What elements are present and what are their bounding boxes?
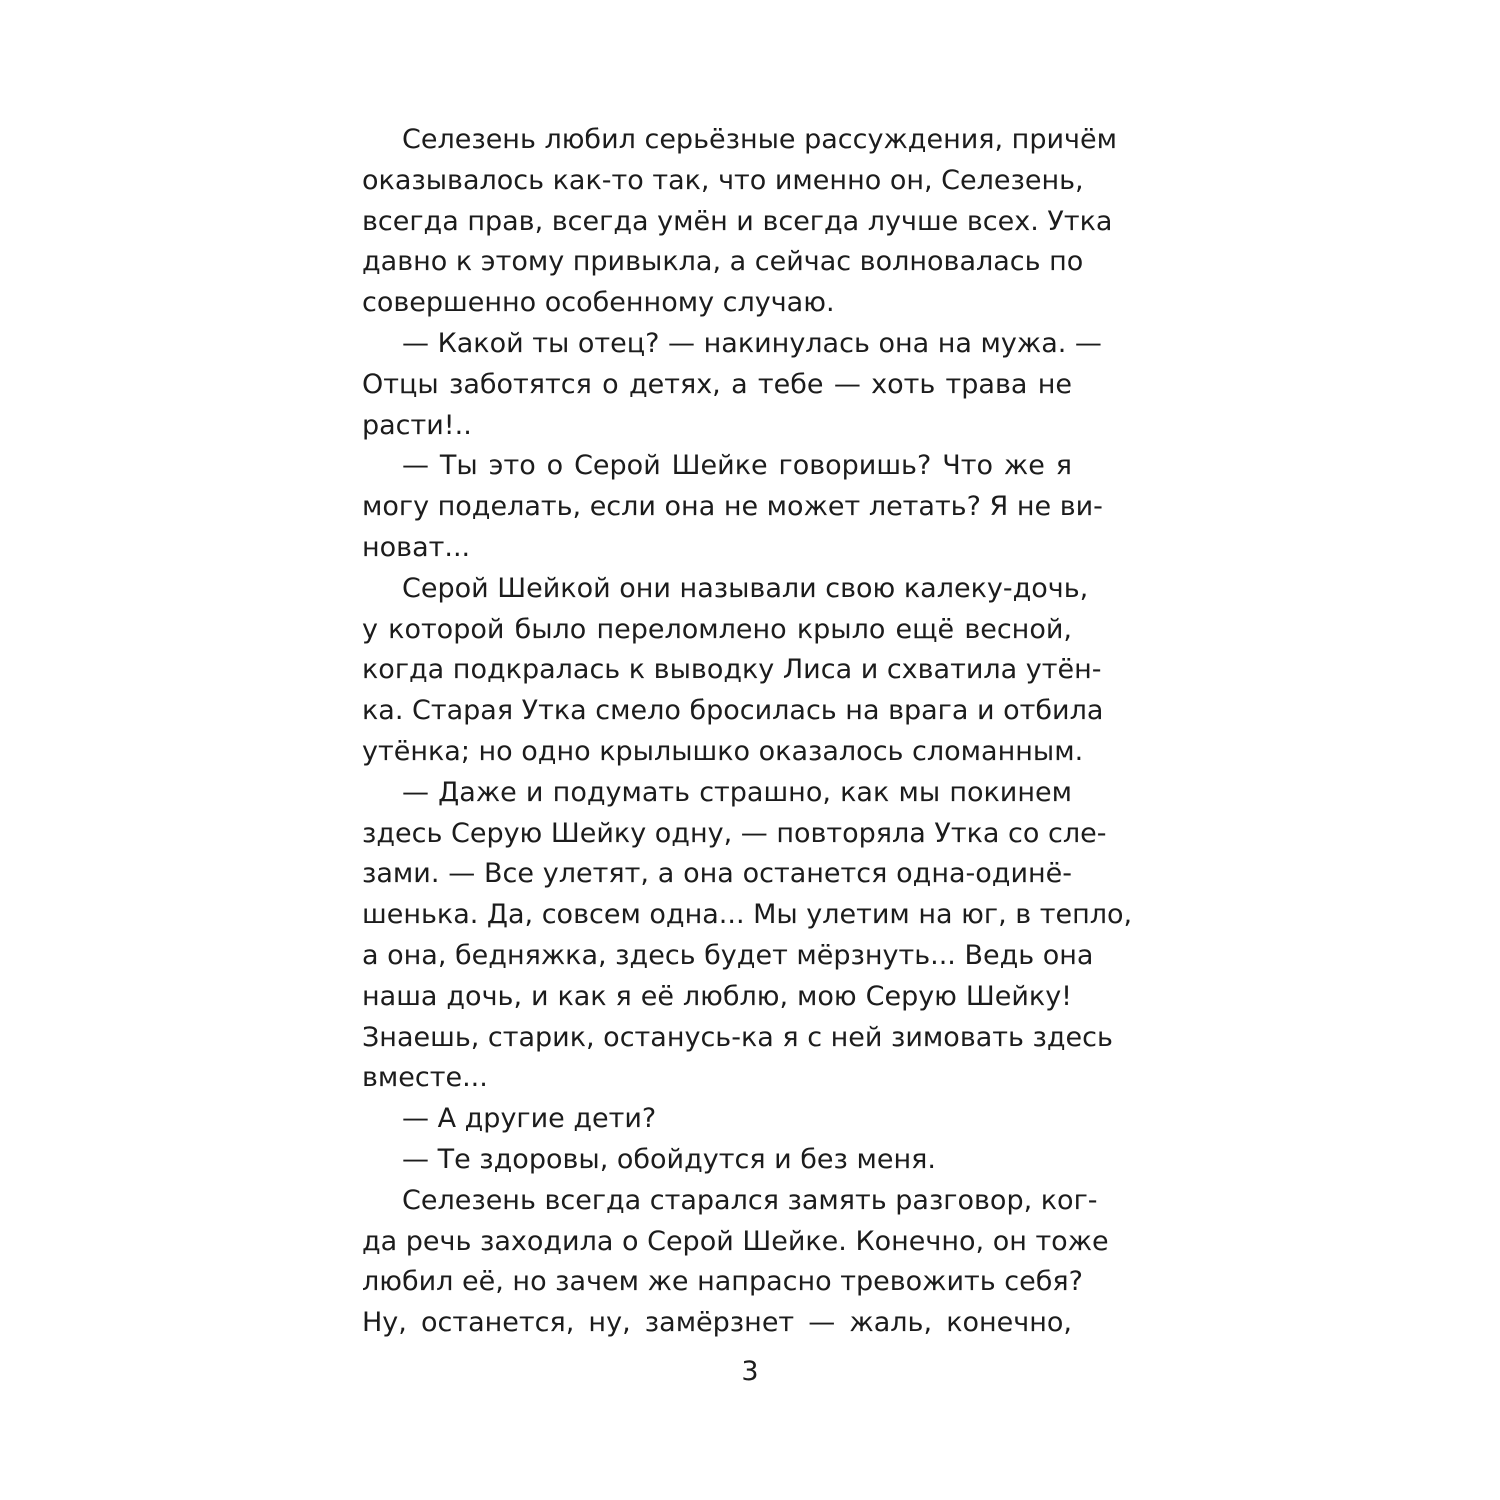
text-line: Знаешь, старик, останусь-ка я с ней зимовать здесь (362, 1021, 1113, 1053)
text-line: здесь Серую Шейку одну, — повторяла Утка со сле- (362, 817, 1107, 849)
text-line: давно к этому привыкла, а сейчас волновалась по (362, 246, 1084, 278)
text-line: — Ты это о Серой Шейке говоришь? Что же я (402, 450, 1072, 482)
text-line: совершенно особенному случаю. (362, 287, 835, 319)
text-line: у которой было переломлено крыло ещё весной, (362, 613, 1072, 645)
text-line: — Те здоровы, обойдутся и без меня. (402, 1143, 936, 1175)
text-line: вместе... (362, 1062, 488, 1094)
text-line: Селезень всегда старался замять разговор, ког- (402, 1184, 1098, 1216)
text-line: — А другие дети? (402, 1103, 657, 1135)
text-line: могу поделать, если она не может летать? Я не ви- (362, 491, 1103, 523)
text-line: да речь заходила о Серой Шейке. Конечно, он тоже (362, 1225, 1109, 1257)
text-line: а она, бедняжка, здесь будет мёрзнуть... Ведь она (362, 939, 1094, 971)
text-line: шенька. Да, совсем одна... Мы улетим на юг, в тепло, (362, 899, 1133, 931)
text-line: — Даже и подумать страшно, как мы покинем (402, 776, 1072, 808)
text-line: любил её, но зачем же напрасно тревожить себя? (362, 1266, 1083, 1298)
text-line: Отцы заботятся о детях, а тебе — хоть трава не (362, 368, 1072, 400)
text-line: всегда прав, всегда умён и всегда лучше всех. Утка (362, 205, 1113, 237)
text-line: — Какой ты отец? — накинулась она на мужа. — (402, 327, 1102, 359)
text-line: утёнка; но одно крылышко оказалось сломанным. (362, 735, 1084, 767)
text-line: оказывалось как-то так, что именно он, Селезень, (362, 164, 1084, 196)
body-text (362, 120, 1133, 1344)
text-line: Серой Шейкой они называли свою калеку-дочь, (402, 572, 1089, 604)
text-line: новат... (362, 531, 471, 563)
text-line: зами. — Все улетят, а она останется одна-одинё- (362, 858, 1072, 890)
text-line: Селезень любил серьёзные рассуждения, причём (402, 124, 1117, 155)
text-line: наша дочь, и как я её люблю, мою Серую Шейку! (362, 980, 1072, 1012)
text-line: расти!.. (362, 409, 472, 441)
page-number: 3 (741, 1356, 759, 1387)
text-line: ка. Старая Утка смело бросилась на врага и отбила (362, 695, 1104, 727)
text-line: когда подкралась к выводку Лиса и схватила утён- (362, 654, 1102, 686)
text-line: Ну, останется, ну, замёрзнет — жаль, конечно, (362, 1307, 1072, 1339)
